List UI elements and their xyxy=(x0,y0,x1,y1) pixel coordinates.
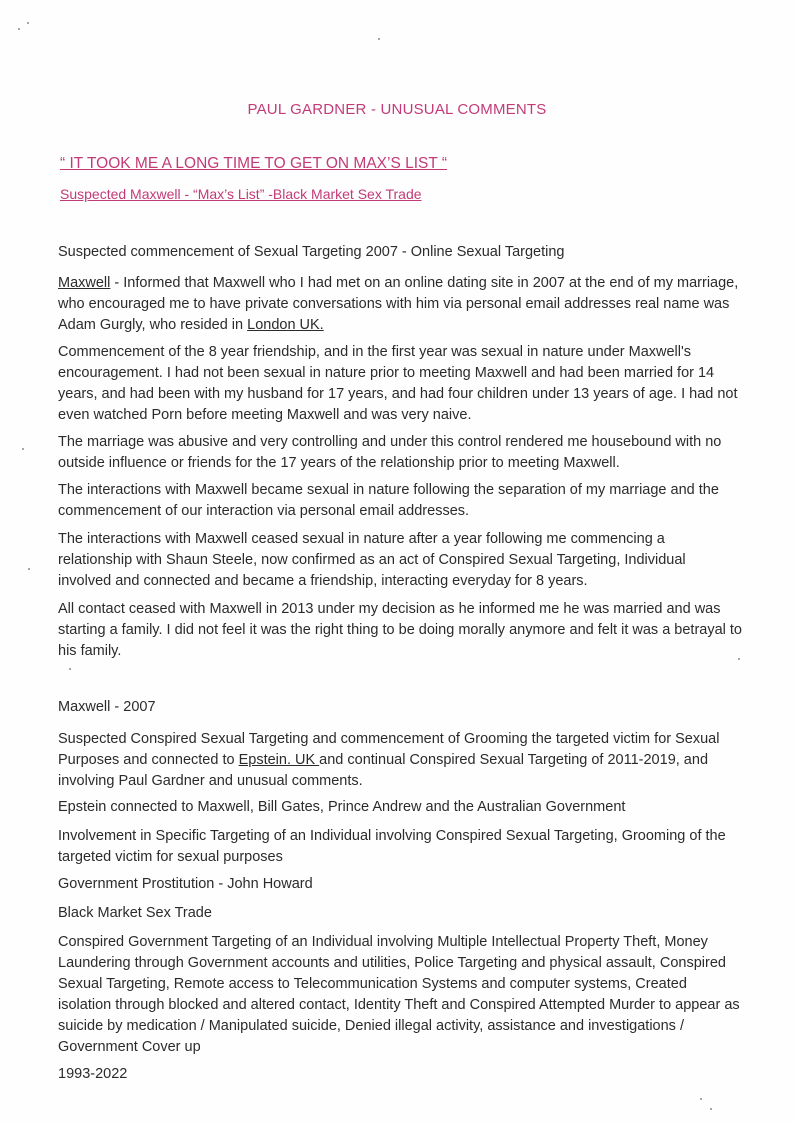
paragraph-maxwell-intro xyxy=(58,273,742,336)
location-text: London UK. xyxy=(247,317,324,333)
paragraph-contact-ceased: All contact ceased with Maxwell in 2013 under my decision as he informed me he was married and was starting a family. I did not feel it was the right thing to be doing morally anymore and felt it was a betrayal to his family. xyxy=(58,601,742,659)
maxwell-name: Maxwell xyxy=(58,275,111,291)
epstein-link-text: Epstein. UK xyxy=(238,752,320,768)
section-intro: Suspected commencement of Sexual Targeting 2007 - Online Sexual Targeting xyxy=(58,244,565,260)
paragraph-prostitution: Government Prostitution - John Howard xyxy=(58,876,313,892)
dash: - xyxy=(110,275,124,291)
paragraph-text: Informed that Maxwell who I had met on an online dating site in 2007 at the end of my marriage, who encouraged me to have private conversations with him via personal email addresses real name was Adam Gurgly, who resided in xyxy=(58,275,739,333)
paragraph-epstein: Epstein connected to Maxwell, Bill Gates, Prince Andrew and the Australian Government xyxy=(58,799,626,815)
paragraph-marriage: The marriage was abusive and very controlling and under this control rendered me housebound with no outside influence or friends for the 17 years of the relationship prior to meeting Maxwell. xyxy=(58,434,722,471)
paragraph-interactions-ceased: The interactions with Maxwell ceased sexual in nature after a year following me commencing a relationship with Shaun Steele, now confirmed as an act of Conspired Sexual Targeting, Individual involved and connected and became a friendship, interacting everyday for 8 years. xyxy=(58,531,686,589)
years-range: 1993-2022 xyxy=(58,1066,128,1082)
paragraph-government-targeting: Conspired Government Targeting of an Individual involving Multiple Intellectual Property Theft, Money Laundering through Government accounts and utilities, Police Targeting and physical assault, Conspired Sexual Targeting, Remote access to Telecommunication Systems and computer systems, Created isolation through blocked and altered contact, Identity Theft and Conspired Attempted Murder to appear as suicide by medication / Manipulated suicide, Denied illegal activity, assistance and investigations / Government Cover up xyxy=(58,934,740,1055)
paragraph-friendship: Commencement of the 8 year friendship, and in the first year was sexual in nature under Maxwell's encouragement. I had not been sexual in nature prior to meeting Maxwell and had been married for 14 years, and had been with my husband for 17 years, and had four children under 13 years of age. I had not even watched Porn before meeting Maxwell and was very naive. xyxy=(58,344,738,423)
paragraph-grooming xyxy=(58,729,742,792)
paragraph-sex-trade: Black Market Sex Trade xyxy=(58,905,212,921)
subheading: Suspected Maxwell - “Max’s List” -Black Market Sex Trade xyxy=(60,186,422,202)
section-label: Maxwell - 2007 xyxy=(58,699,156,715)
paragraph-involvement: Involvement in Specific Targeting of an Individual involving Conspired Sexual Targeting, Grooming of the targeted victim for sexual purposes xyxy=(58,828,726,865)
paragraph-interactions-sexual: The interactions with Maxwell became sexual in nature following the separation of my marriage and the commencement of our interaction via personal email addresses. xyxy=(58,482,719,519)
page-title: PAUL GARDNER - UNUSUAL COMMENTS xyxy=(247,101,547,118)
paragraph-text: Suspected Conspired Sexual Targeting and commencement of Grooming the targeted victim for Sexual Purposes and connected to xyxy=(58,731,720,768)
paragraph-text: and continual Conspired Sexual Targeting of 2011-2019, and involving Paul Gardner and unusual comments. xyxy=(58,752,709,789)
quote-heading: “ IT TOOK ME A LONG TIME TO GET ON MAX’S LIST “ xyxy=(60,155,448,172)
